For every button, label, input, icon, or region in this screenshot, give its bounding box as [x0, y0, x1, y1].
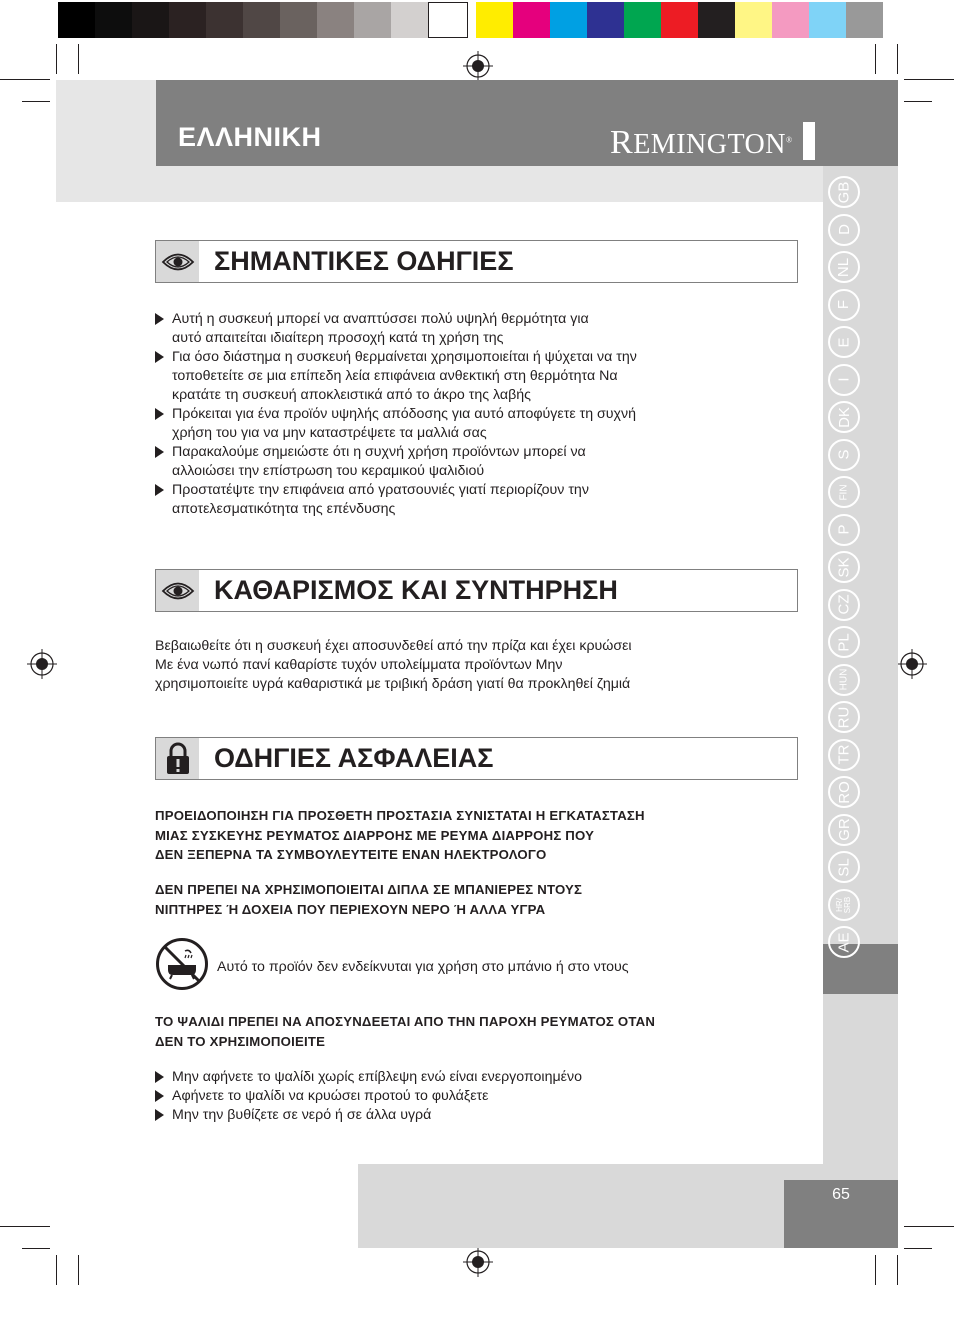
section-title: ΚΑΘΑΡΙΣΜΟΣ ΚΑΙ ΣΥΝΤΗΡΗΣΗ — [214, 575, 618, 605]
bullet-arrow-icon — [155, 446, 164, 458]
language-tab-fin[interactable] — [828, 476, 860, 508]
language-tab-label: S — [835, 449, 853, 460]
language-tab-label: RU — [835, 706, 853, 728]
bullet-arrow-icon — [155, 1109, 164, 1121]
safety-instructions-list — [155, 1068, 795, 1125]
color-swatch — [132, 2, 169, 38]
text-line: Μην την βυθίζετε σε νερό ή σε άλλα υγρά — [172, 1107, 432, 1123]
text-line: ΤΟ ΨΑΛΙΔΙ ΠΡΕΠΕΙ ΝΑ ΑΠΟΣΥΝΔΕΕΤΑΙ ΑΠΟ ΤΗΝ ΠΑΡΟΧΗ ΡΕΥΜΑΤΟΣ ΟΤΑΝ — [155, 1014, 656, 1029]
language-tab-p[interactable] — [828, 514, 860, 546]
color-swatch — [354, 2, 391, 38]
language-tab-label: TR — [835, 744, 853, 765]
language-tab-label: DK — [835, 406, 853, 428]
color-swatch — [735, 2, 772, 38]
section-header-important — [155, 240, 798, 283]
crop-mark — [904, 101, 932, 102]
color-swatch — [624, 2, 661, 38]
section-header-safety — [155, 737, 798, 780]
language-tab-label: D — [835, 224, 853, 235]
brand-bar — [803, 122, 815, 160]
no-bath-icon — [155, 937, 209, 991]
language-tab-label: SL — [835, 857, 853, 877]
text-line: αυτό απαιτείται ιδιαίτερη προσοχή κατά τη χρήση της — [172, 330, 504, 346]
list-item — [155, 310, 795, 348]
color-swatch — [550, 2, 587, 38]
list-item — [155, 1087, 795, 1106]
color-swatch — [587, 2, 624, 38]
text-line: κρατάτε τη συσκευή αποκλειστικά από το άκρο της λαβής — [172, 387, 531, 403]
list-item — [155, 1106, 795, 1125]
section-header-cleaning — [155, 569, 798, 612]
bullet-arrow-icon — [155, 351, 164, 363]
bullet-arrow-icon — [155, 1090, 164, 1102]
registration-mark-icon — [27, 649, 57, 679]
text-line: χρήση του για να μην καταστρέψετε τα μαλλιά σας — [172, 425, 487, 441]
color-swatch — [698, 2, 735, 38]
color-swatch — [280, 2, 317, 38]
color-swatch — [846, 2, 883, 38]
eye-icon — [156, 570, 199, 611]
crop-mark — [904, 1248, 932, 1249]
language-tab-hr-srb[interactable] — [828, 889, 860, 921]
text-line: Με ένα νωπό πανί καθαρίστε τυχόν υπολείμματα προϊόντων Μην — [155, 657, 563, 673]
language-tab-ae[interactable] — [828, 926, 860, 958]
bullet-arrow-icon — [155, 408, 164, 420]
bullet-arrow-icon — [155, 1071, 164, 1083]
language-tab-sl[interactable] — [828, 851, 860, 883]
color-swatch — [95, 2, 132, 38]
crop-mark — [78, 1255, 79, 1285]
language-tab-label: AE — [835, 931, 853, 953]
crop-mark — [56, 1255, 57, 1285]
language-tab-label: HUN — [838, 668, 850, 691]
crop-mark — [897, 44, 898, 74]
crop-mark — [904, 79, 954, 80]
text-line: ΠΡΟΕΙΔΟΠΟΙΗΣΗ ΓΙΑ ΠΡΟΣΘΕΤΗ ΠΡΟΣΤΑΣΙΑ ΣΥΝΙΣΤΑΤΑΙ Η ΕΓΚΑΤΑΣΤΑΣΗ — [155, 808, 645, 823]
text-line: ΔΕΝ ΤΟ ΧΡΗΣΙΜΟΠΟΙΕΙΤΕ — [155, 1033, 326, 1049]
crop-mark — [56, 44, 57, 74]
crop-mark — [897, 1255, 898, 1285]
water-warning — [155, 880, 795, 919]
unplug-warning — [155, 1012, 795, 1051]
text-line: Μην αφήνετε το ψαλίδι χωρίς επίβλεψη ενώ είναι ενεργοποιημένο — [172, 1069, 582, 1085]
language-tab-ro[interactable] — [828, 776, 860, 808]
language-tab-label: I — [835, 377, 853, 382]
language-tab-hun[interactable] — [828, 664, 860, 696]
text-line: ΝΙΠΤΗΡΕΣ Ή ΔΟΧΕΙΑ ΠΟΥ ΠΕΡΙΕΧΟΥΝ ΝΕΡΟ Ή ΑΛΛΑ ΥΓΡΑ — [155, 901, 546, 917]
language-tab-cz[interactable] — [828, 589, 860, 621]
language-tab-label: GR — [835, 818, 853, 841]
text-line: ΔΕΝ ΠΡΕΠΕΙ ΝΑ ΧΡΗΣΙΜΟΠΟΙΕΙΤΑΙ ΔΙΠΛΑ ΣΕ ΜΠΑΝΙΕΡΕΣ ΝΤΟΥΣ — [155, 882, 583, 897]
color-swatch — [317, 2, 354, 38]
text-line: χρησιμοποιείτε υγρά καθαριστικά με τριβική δράση γιατί θα προκληθεί ζημιά — [155, 676, 631, 692]
language-tab-dk[interactable] — [828, 401, 860, 433]
language-tab-label: RO — [835, 780, 853, 804]
no-bath-text: Αυτό το προϊόν δεν ενδείκνυται για χρήση στο μπάνιο ή στο ντους — [217, 959, 629, 975]
crop-mark — [904, 1226, 954, 1227]
bullet-arrow-icon — [155, 313, 164, 325]
text-line: τοποθετείτε σε μια επίπεδη λεία επιφάνεια ανθεκτική στη θερμότητα Να — [172, 368, 618, 384]
language-tab-gb[interactable] — [828, 176, 860, 208]
section-title: ΟΔΗΓΙΕΣ ΑΣΦΑΛΕΙΑΣ — [214, 743, 494, 773]
color-swatch — [428, 2, 468, 38]
language-tab-list — [828, 176, 864, 964]
eye-icon — [156, 241, 199, 282]
language-tab-ru[interactable] — [828, 701, 860, 733]
text-line: Βεβαιωθείτε ότι η συσκευή έχει αποσυνδεθεί από την πρίζα και έχει κρυώσει — [155, 638, 632, 654]
crop-mark — [78, 44, 79, 74]
text-line: Αυτή η συσκευή μπορεί να αναπτύσσει πολύ υψηλή θερμότητα για — [172, 311, 589, 327]
text-line: Αφήνετε το ψαλίδι να κρυώσει προτού το φυλάξετε — [172, 1088, 489, 1104]
language-tab-label: FIN — [838, 483, 850, 501]
color-swatch — [58, 2, 95, 38]
language-tab-pl[interactable] — [828, 626, 860, 658]
language-tab-i[interactable] — [828, 364, 860, 396]
registration-mark-icon — [463, 1247, 493, 1277]
color-swatch — [391, 2, 428, 38]
language-tab-label: NL — [835, 257, 853, 277]
list-item — [155, 405, 795, 443]
crop-mark — [875, 44, 876, 74]
color-swatch — [809, 2, 846, 38]
crop-mark — [0, 1226, 50, 1227]
bullet-arrow-icon — [155, 484, 164, 496]
language-tab-label: F — [835, 299, 853, 310]
crop-mark — [22, 101, 50, 102]
language-tab-label: P — [835, 524, 853, 535]
language-tab-label: SK — [835, 556, 853, 578]
color-swatch — [243, 2, 280, 38]
cleaning-paragraph — [155, 637, 795, 694]
crop-mark — [0, 79, 50, 80]
text-line: Προστατέψτε την επιφάνεια από γρατσουνιές γιατί περιορίζουν την — [172, 482, 589, 498]
language-title: ΕΛΛΗΝΙΚΗ — [178, 122, 322, 152]
text-line: ΜΙΑΣ ΣΥΣΚΕΥΗΣ ΡΕΥΜΑΤΟΣ ΔΙΑΡΡΟΗΣ ΜΕ ΡΕΥΜΑ ΔΙΑΡΡΟΗΣ ΠΟΥ — [155, 827, 595, 843]
color-swatch — [169, 2, 206, 38]
registration-mark-icon — [897, 649, 927, 679]
lock-warning-icon — [156, 738, 199, 779]
language-tab-tr[interactable] — [828, 739, 860, 771]
brand-logo: REMINGTON® — [610, 124, 793, 161]
language-tab-sk[interactable] — [828, 551, 860, 583]
list-item — [155, 443, 795, 481]
language-tab-d[interactable] — [828, 214, 860, 246]
color-swatch — [661, 2, 698, 38]
rcd-warning — [155, 806, 795, 865]
crop-mark — [875, 1255, 876, 1285]
page-number: 65 — [832, 1186, 850, 1203]
text-line: Για όσο διάστημα η συσκευή θερμαίνεται χρησιμοποιείται ή ψύχεται να την — [172, 349, 637, 365]
language-tab-e[interactable] — [828, 326, 860, 358]
language-tab-s[interactable] — [828, 439, 860, 471]
color-swatch — [772, 2, 809, 38]
important-instructions-list — [155, 310, 795, 519]
text-line: Παρακαλούμε σημειώστε ότι η συχνή χρήση προϊόντων μπορεί να — [172, 444, 586, 460]
language-tab-label: E — [835, 336, 853, 348]
text-line: αλλοιώσει την επίστρωση του κεραμικού ψαλιδιού — [172, 463, 485, 479]
language-tab-label: CZ — [835, 594, 853, 615]
list-item — [155, 481, 795, 519]
color-swatch — [513, 2, 550, 38]
text-line: ΔΕΝ ΞΕΠΕΡΝΑ ΤΑ ΣΥΜΒΟΥΛΕΥΤΕΙΤΕ ΕΝΑΝ ΗΛΕΚΤΡΟΛΟΓΟ — [155, 847, 547, 862]
color-swatch — [206, 2, 243, 38]
language-tab-nl[interactable] — [828, 251, 860, 283]
text-line: Πρόκειται για ένα προϊόν υψηλής απόδοσης για αυτό αποφύγετε τη συχνή — [172, 406, 636, 422]
language-tab-f[interactable] — [828, 289, 860, 321]
list-item — [155, 348, 795, 405]
language-tab-label: HR/ SRB — [834, 896, 852, 913]
language-tab-gr[interactable] — [828, 814, 860, 846]
color-calibration-bar — [58, 2, 896, 38]
language-tab-label: GB — [835, 181, 853, 203]
text-line: αποτελεσματικότητα της επένδυσης — [172, 501, 396, 517]
language-tab-label: PL — [835, 632, 853, 652]
color-swatch — [476, 2, 513, 38]
section-title: ΣΗΜΑΝΤΙΚΕΣ ΟΔΗΓΙΕΣ — [214, 246, 514, 276]
registration-mark-icon — [463, 51, 493, 81]
list-item — [155, 1068, 795, 1087]
crop-mark — [22, 1248, 50, 1249]
